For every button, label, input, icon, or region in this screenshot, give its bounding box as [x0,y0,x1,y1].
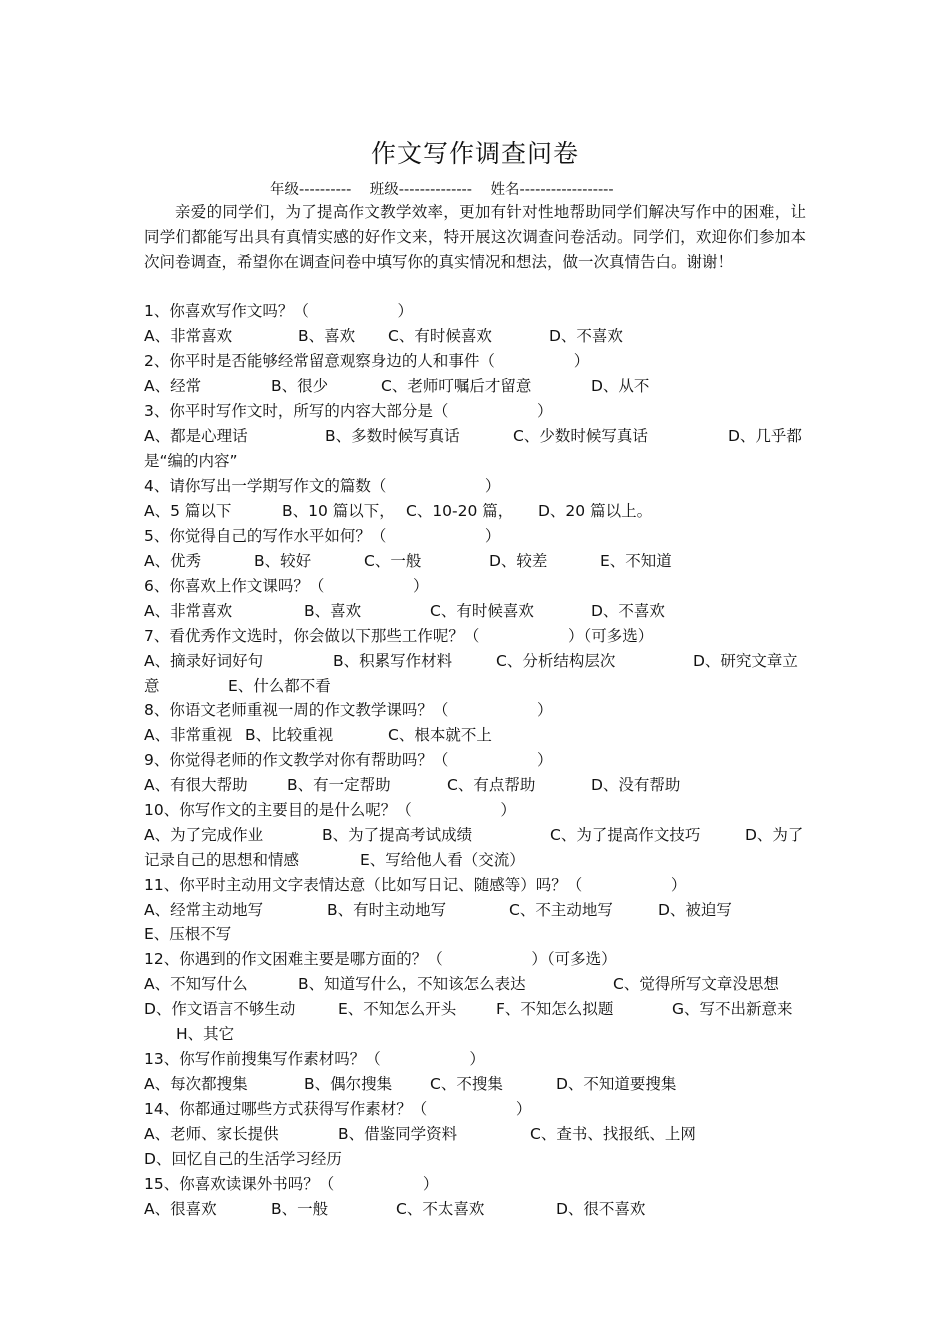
option: D、作文语言不够生动 [144,1000,296,1018]
option: A、都是心理话 [144,427,248,445]
option: B、很少 [271,377,329,395]
option: B、借鉴同学资料 [338,1125,458,1143]
option: B、10 篇以下， [282,502,395,520]
option: D、较差 [489,552,548,570]
question-15: 15、你喜欢读课外书吗？（ ） [144,1175,439,1193]
question-12: 12、你遇到的作文困难主要是哪方面的？（ ）（可多选） [144,950,617,968]
option: A、5 篇以下 [144,502,232,520]
option: G、写不出新意来 [672,1000,793,1018]
question-3: 3、你平时写作文时，所写的内容大部分是（ ） [144,402,553,420]
option: C、有点帮助 [447,776,536,794]
option: D、20 篇以上。 [538,502,653,520]
option: B、积累写作材料 [333,652,453,670]
question-1: 1、你喜欢写作文吗？（ ） [144,302,414,320]
option: H、其它 [176,1025,235,1043]
option-continuation: D、回忆自己的生活学习经历 [144,1150,342,1168]
student-info-line [270,178,614,199]
option: C、10-20 篇， [406,502,514,520]
option: A、非常喜欢 [144,602,233,620]
intro-paragraph: 亲爱的同学们，为了提高作文教学效率，更加有针对性地帮助同学们解决写作中的困难，让同学们都能写出具有真情实感的好作文来，特开展这次调查问卷活动。同学们，欢迎你们参加本次问卷调查，希望你在调查问卷中填写你的真实情况和想法，做一次真情告白。谢谢！ [144,203,806,271]
option: B、喜欢 [304,602,362,620]
question-8: 8、你语文老师重视一周的作文教学课吗？（ ） [144,701,553,719]
option-continuation: 意 [144,677,160,695]
option: C、一般 [364,552,422,570]
document-title: 作文写作调查问卷 [370,139,579,168]
option: E、写给他人看（交流） [360,851,525,869]
option: E、不知怎么开头 [338,1000,457,1018]
question-11: 11、你平时主动用文字表情达意（比如写日记、随感等）吗？（ ） [144,876,687,894]
option: A、经常主动地写 [144,901,264,919]
option: D、不知道要搜集 [556,1075,677,1093]
option: B、多数时候写真话 [325,427,460,445]
option: D、很不喜欢 [556,1200,646,1218]
option: A、不知写什么 [144,975,248,993]
option: D、被迫写 [658,901,732,919]
option: E、不知道 [600,552,672,570]
option: D、为了 [745,826,804,844]
option: B、有一定帮助 [287,776,391,794]
option: C、觉得所写文章没思想 [613,975,779,993]
option: A、有很大帮助 [144,776,248,794]
question-5: 5、你觉得自己的写作水平如何？（ ） [144,527,501,545]
option: E、什么都不看 [228,677,331,695]
option-continuation: 是“编的内容” [144,452,238,470]
option: D、研究文章立 [693,652,798,670]
class-field: 班级-------------- [369,182,473,198]
question-10: 10、你写作文的主要目的是什么呢？（ ） [144,801,516,819]
option: A、每次都搜集 [144,1075,248,1093]
option: C、老师叮嘱后才留意 [381,377,532,395]
question-4: 4、请你写出一学期写作文的篇数（ ） [144,477,501,495]
option: B、有时主动地写 [327,901,447,919]
option: B、为了提高考试成绩 [322,826,473,844]
option-continuation: 记录自己的思想和情感 [144,851,300,869]
option-continuation: E、压根不写 [144,925,232,943]
option: A、摘录好词好句 [144,652,264,670]
question-9: 9、你觉得老师的作文教学对你有帮助吗？（ ） [144,751,553,769]
option: B、较好 [254,552,312,570]
option: D、没有帮助 [591,776,681,794]
option: A、非常喜欢 [144,327,233,345]
option: C、根本就不上 [388,726,492,744]
option: C、查书、找报纸、上网 [530,1125,696,1143]
option: C、分析结构层次 [496,652,616,670]
option: A、很喜欢 [144,1200,217,1218]
option: B、一般 [271,1200,329,1218]
question-7: 7、看优秀作文选时，你会做以下那些工作呢？（ ）（可多选） [144,627,654,645]
option: A、优秀 [144,552,202,570]
question-2: 2、你平时是否能够经常留意观察身边的人和事件（ ） [144,352,590,370]
option: A、非常重视 [144,726,233,744]
option: B、比较重视 [245,726,334,744]
option: C、不太喜欢 [396,1200,485,1218]
option: C、为了提高作文技巧 [550,826,701,844]
option: C、有时候喜欢 [430,602,534,620]
option: C、不主动地写 [509,901,613,919]
option: B、知道写什么，不知该怎么表达 [298,975,526,993]
option: B、喜欢 [298,327,356,345]
option: D、不喜欢 [591,602,665,620]
option: C、少数时候写真话 [513,427,648,445]
question-6: 6、你喜欢上作文课吗？（ ） [144,577,429,595]
option: A、老师、家长提供 [144,1125,279,1143]
question-13: 13、你写作前搜集写作素材吗？（ ） [144,1050,485,1068]
option: A、为了完成作业 [144,826,264,844]
question-14: 14、你都通过哪些方式获得写作素材？（ ） [144,1100,532,1118]
option: C、不搜集 [430,1075,503,1093]
option: D、从不 [591,377,650,395]
option: F、不知怎么拟题 [496,1000,614,1018]
grade-field: 年级---------- [270,182,352,198]
option: D、不喜欢 [549,327,623,345]
option: A、经常 [144,377,202,395]
name-field: 姓名------------------ [490,182,614,198]
option: D、几乎都 [728,427,802,445]
option: C、有时候喜欢 [388,327,492,345]
option: B、偶尔搜集 [304,1075,393,1093]
